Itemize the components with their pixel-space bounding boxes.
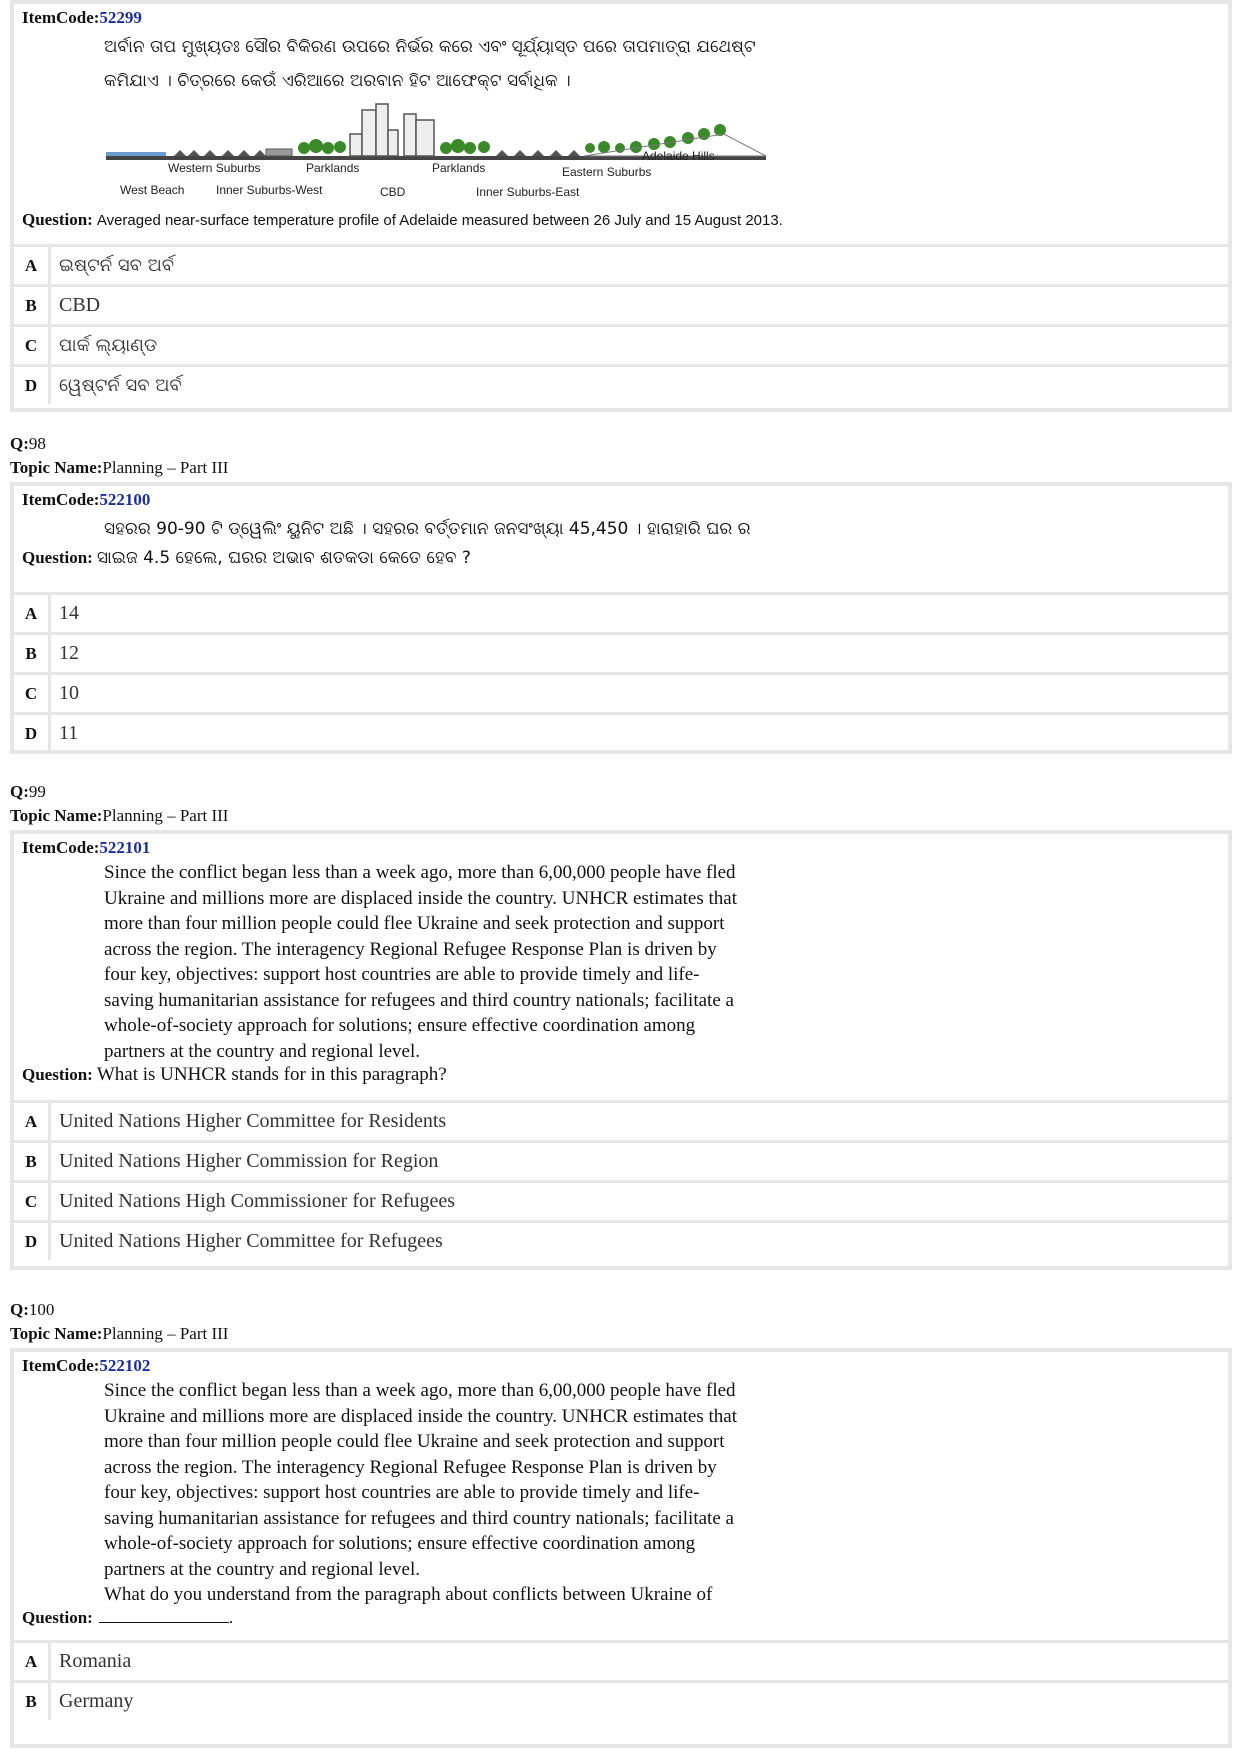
question-text: What is UNHCR stands for in this paragraph? bbox=[96, 1064, 447, 1085]
label-eastern-suburbs: Eastern Suburbs bbox=[562, 165, 652, 179]
topic-name: Planning – Part III bbox=[102, 1324, 229, 1343]
option-d[interactable] bbox=[14, 364, 1228, 404]
passage-line: saving humanitarian assistance for refugees and third country nationals; facilitate a bbox=[104, 1507, 734, 1529]
item-code-value: 522100 bbox=[99, 490, 151, 509]
item-code-value: 522101 bbox=[99, 838, 151, 857]
passage-line: Since the conflict began less than a week ago, more than 6,00,000 people have fled bbox=[104, 1380, 736, 1401]
question-line bbox=[14, 548, 1228, 568]
label-western-suburbs: Western Suburbs bbox=[168, 161, 261, 175]
topic-name: Planning – Part III bbox=[102, 458, 229, 477]
item-code-line bbox=[14, 1352, 1228, 1378]
trees-parklands-west bbox=[298, 139, 346, 154]
label-adelaide-hills: Adelaide Hills bbox=[642, 149, 715, 163]
houses-east bbox=[496, 150, 580, 156]
question-card-522101 bbox=[10, 830, 1232, 1270]
question-line bbox=[14, 1608, 1228, 1628]
option-text: 11 bbox=[59, 722, 79, 744]
option-letter: C bbox=[14, 1183, 51, 1220]
question-header-99 bbox=[10, 780, 1232, 828]
option-text: United Nations High Commissioner for Refugees bbox=[59, 1190, 456, 1212]
question-text: Averaged near-surface temperature profile of Adelaide measured between 26 July and 15 August 2013. bbox=[96, 212, 783, 229]
option-c[interactable] bbox=[14, 1180, 1228, 1220]
passage-line: whole-of-society approach for solutions; ensure effective coordination among bbox=[104, 1533, 696, 1554]
option-text: 12 bbox=[59, 642, 79, 664]
option-c[interactable] bbox=[14, 324, 1228, 364]
passage-line: across the region. The interagency Regional Refugee Response Plan is driven by bbox=[104, 1456, 717, 1478]
passage-line: four key, objectives: support host countries are able to provide timely and life- bbox=[104, 1482, 700, 1503]
question-card-522102 bbox=[10, 1348, 1232, 1748]
q-label: Q: bbox=[10, 434, 29, 453]
option-letter: B bbox=[14, 1143, 51, 1180]
option-letter: B bbox=[14, 635, 51, 672]
option-text: 14 bbox=[59, 602, 79, 624]
option-text: 10 bbox=[59, 682, 79, 704]
label-parklands-west: Parklands bbox=[306, 161, 360, 175]
item-code-label: ItemCode: bbox=[22, 490, 100, 509]
option-letter: B bbox=[14, 1683, 51, 1720]
question-stem bbox=[14, 512, 864, 546]
topic-label: Topic Name: bbox=[10, 458, 103, 477]
label-inner-east: Inner Suburbs-East bbox=[476, 185, 580, 199]
option-a[interactable] bbox=[14, 592, 1228, 632]
option-letter: D bbox=[14, 367, 51, 404]
option-text: United Nations Higher Commission for Region bbox=[59, 1150, 439, 1172]
option-b[interactable] bbox=[14, 632, 1228, 672]
passage-line: saving humanitarian assistance for refugees and third country nationals; facilitate a bbox=[104, 989, 734, 1011]
question-stem bbox=[14, 30, 864, 98]
option-text: Germany bbox=[59, 1690, 134, 1712]
adelaide-profile-figure bbox=[104, 100, 864, 208]
topic-name: Planning – Part III bbox=[102, 806, 229, 825]
option-letter: B bbox=[14, 287, 51, 324]
option-text: ପାର୍କ ଲ୍ୟାଣ୍ଡ bbox=[59, 335, 158, 356]
item-code-label: ItemCode: bbox=[22, 1356, 100, 1375]
option-text: ୱେଷ୍ଟର୍ନ ସବ ଅର୍ବ bbox=[59, 375, 182, 396]
passage-line: Ukraine and millions more are displaced inside the country. UNHCR estimates that bbox=[104, 887, 738, 909]
question-text: ସାଇଜ 4.5 ହେଲେ, ଘରର ଅଭାବ ଶତକଡା କେତେ ହେବ ? bbox=[96, 548, 471, 568]
item-code-label: ItemCode: bbox=[22, 838, 100, 857]
option-letter: A bbox=[14, 595, 51, 632]
option-b[interactable] bbox=[14, 1680, 1228, 1720]
question-suffix: . bbox=[228, 1607, 234, 1627]
passage-line: Ukraine and millions more are displaced inside the country. UNHCR estimates that bbox=[104, 1405, 738, 1427]
options-list bbox=[14, 244, 1228, 404]
options-list bbox=[14, 1100, 1228, 1260]
option-letter: C bbox=[14, 327, 51, 364]
passage-line: more than four million people could flee Ukraine and seek protection and support bbox=[104, 1431, 725, 1452]
options-list bbox=[14, 592, 1228, 752]
option-letter: A bbox=[14, 247, 51, 284]
item-code-line bbox=[14, 486, 1228, 512]
topic-label: Topic Name: bbox=[10, 806, 103, 825]
passage bbox=[14, 860, 864, 1064]
label-west-beach: West Beach bbox=[120, 183, 185, 197]
option-text: CBD bbox=[59, 294, 101, 316]
option-letter: D bbox=[14, 1223, 51, 1260]
option-letter: C bbox=[14, 675, 51, 712]
option-d[interactable] bbox=[14, 1220, 1228, 1260]
passage-line: more than four million people could flee Ukraine and seek protection and support bbox=[104, 913, 725, 934]
item-code-value: 522102 bbox=[99, 1356, 151, 1375]
sea-water bbox=[106, 152, 166, 156]
q-number: 98 bbox=[28, 434, 46, 453]
item-code-value: 52299 bbox=[99, 8, 142, 27]
option-c[interactable] bbox=[14, 672, 1228, 712]
option-d[interactable] bbox=[14, 712, 1228, 752]
q-number: 99 bbox=[28, 782, 46, 801]
stem-line: କମିଯାଏ । ଚିତ୍ରରେ କେଉଁ ଏରିଆରେ ଅରବାନ ହିଟ ଆଫେକ୍ଟ ସର୍ବାଧିକ । bbox=[104, 71, 571, 91]
question-label: Question: bbox=[22, 210, 93, 229]
option-letter: A bbox=[14, 1643, 51, 1680]
question-header-100 bbox=[10, 1298, 1232, 1346]
question-header-98 bbox=[10, 432, 1232, 480]
passage-line: Since the conflict began less than a week ago, more than 6,00,000 people have fled bbox=[104, 862, 736, 883]
option-letter: D bbox=[14, 715, 51, 752]
passage-line: across the region. The interagency Regional Refugee Response Plan is driven by bbox=[104, 938, 717, 960]
option-letter: A bbox=[14, 1103, 51, 1140]
option-a[interactable] bbox=[14, 244, 1228, 284]
q-label: Q: bbox=[10, 1300, 29, 1319]
passage-line: What do you understand from the paragraph about conflicts between Ukraine of bbox=[104, 1584, 713, 1605]
option-text: ଇଷ୍ଟର୍ନ ସବ ଅର୍ବ bbox=[59, 255, 175, 276]
option-b[interactable] bbox=[14, 284, 1228, 324]
passage-line: partners at the country and regional level. bbox=[104, 1558, 421, 1580]
q-label: Q: bbox=[10, 782, 29, 801]
houses-west bbox=[174, 149, 292, 156]
option-a[interactable] bbox=[14, 1100, 1228, 1140]
question-label: Question: bbox=[22, 548, 93, 567]
stem-line: ସହରର 90-90 ଟି ଡ୍ୱେଲିଂ ୟୁନିଟ ଅଛି । ସହରର ବର୍ତ୍ତମାନ ଜନସଂଖ୍ୟା 45,450 । ହାରାହାରି ଘର ର bbox=[104, 519, 751, 539]
passage-line: four key, objectives: support host countries are able to provide timely and life- bbox=[104, 964, 700, 985]
label-inner-west: Inner Suburbs-West bbox=[216, 183, 323, 197]
question-card-52299 bbox=[10, 0, 1232, 412]
passage-line: whole-of-society approach for solutions; ensure effective coordination among bbox=[104, 1015, 696, 1036]
question-line bbox=[14, 210, 783, 230]
options-list bbox=[14, 1640, 1228, 1720]
topic-label: Topic Name: bbox=[10, 1324, 103, 1343]
label-parklands-east: Parklands bbox=[432, 161, 486, 175]
passage bbox=[14, 1378, 864, 1608]
question-label: Question: bbox=[22, 1065, 93, 1084]
stem-line: ଅର୍ବାନ ତାପ ମୁଖ୍ୟତଃ ସୌର ବିକିରଣ ଉପରେ ନିର୍ଭର କରେ ଏବଂ ସୂର୍ଯ୍ୟାସ୍ତ ପରେ ତାପମାତ୍ରା ଯଥେଷ୍ଟ bbox=[104, 37, 756, 57]
question-line bbox=[14, 1064, 1228, 1086]
q-number: 100 bbox=[28, 1300, 55, 1319]
option-b[interactable] bbox=[14, 1140, 1228, 1180]
item-code-label: ItemCode: bbox=[22, 8, 100, 27]
label-cbd: CBD bbox=[380, 185, 406, 199]
option-text: United Nations Higher Committee for Residents bbox=[59, 1110, 447, 1132]
option-text: Romania bbox=[59, 1650, 132, 1672]
answer-blank bbox=[99, 1608, 229, 1623]
item-code-line bbox=[14, 834, 1228, 860]
option-a[interactable] bbox=[14, 1640, 1228, 1680]
question-card-522100 bbox=[10, 482, 1232, 754]
question-label: Question: bbox=[22, 1607, 93, 1627]
cbd-buildings bbox=[350, 104, 434, 156]
option-text: United Nations Higher Committee for Refugees bbox=[59, 1230, 443, 1252]
passage-line: partners at the country and regional level. bbox=[104, 1040, 421, 1062]
trees-parklands-east bbox=[440, 139, 490, 154]
item-code-line bbox=[14, 4, 1228, 30]
